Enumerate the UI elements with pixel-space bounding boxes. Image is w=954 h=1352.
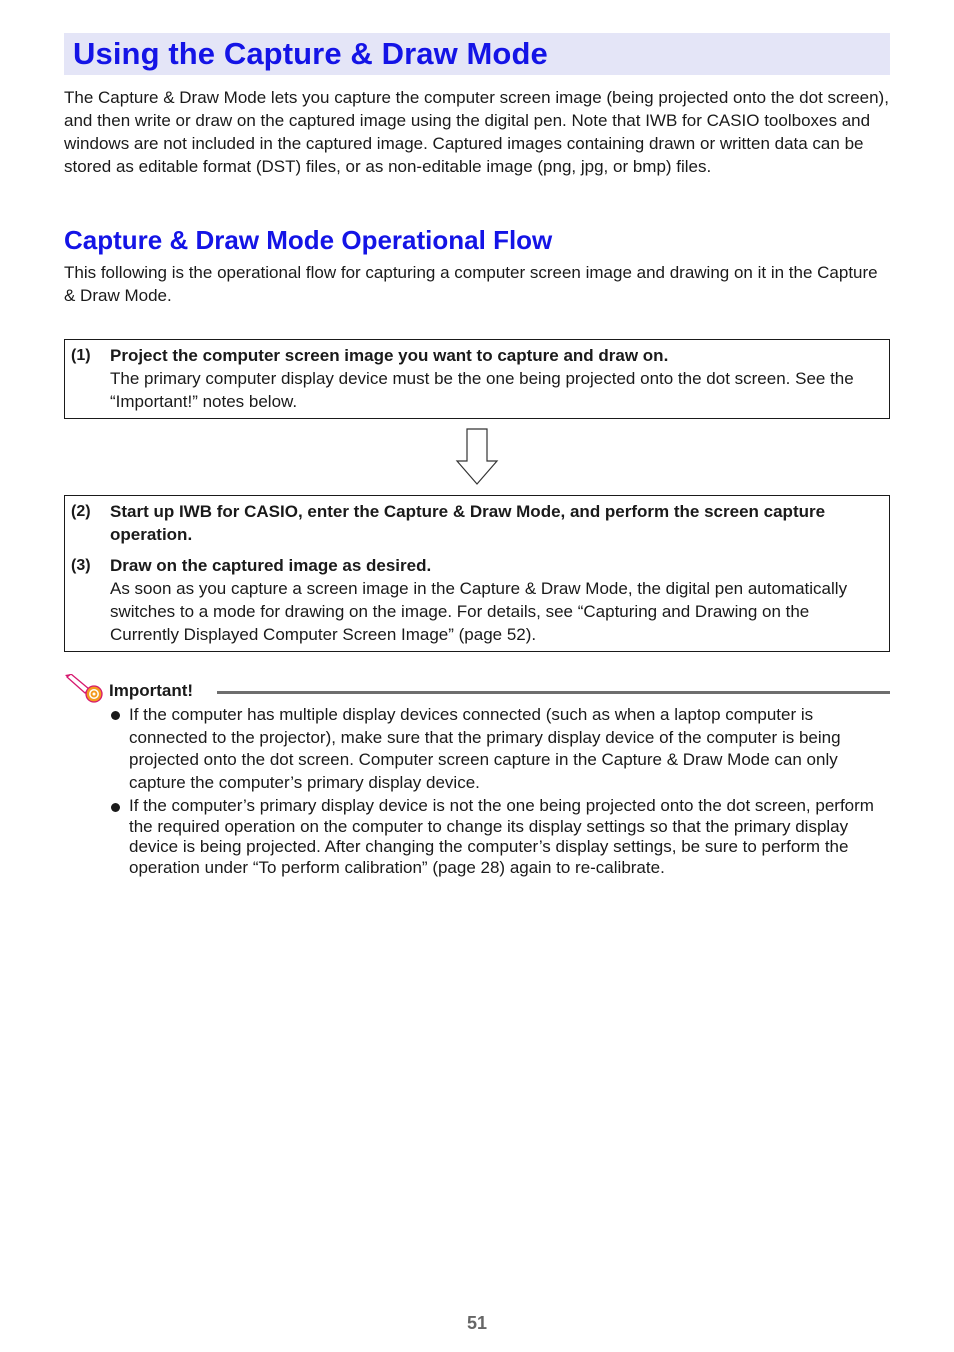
page-content: [64, 33, 890, 878]
list-item: [110, 704, 890, 794]
step-description: As soon as you capture a screen image in the Capture & Draw Mode, the digital pen automatically switches to a mode for drawing on the image. For details, see “Capturing and Drawing on the Currently Displayed Computer Screen Image” (page 52).: [110, 579, 848, 644]
down-arrow-icon: [455, 428, 499, 486]
important-header: [64, 674, 890, 704]
important-divider: [217, 691, 890, 694]
bullet-icon: [111, 711, 120, 720]
step-number: (3): [71, 557, 91, 574]
bullet-text: If the computer’s primary display device is not the one being projected onto the dot screen, perform the required operation on the computer to change its display settings so that the primary display device is being projected. After changing the computer’s display settings, be sure to perform the operation under “To perform calibration” (page 28) again to re-calibrate.: [129, 796, 874, 877]
flow-arrow: [64, 419, 890, 495]
step-3: [71, 554, 879, 646]
step-1: [71, 344, 879, 413]
list-item: [110, 796, 890, 878]
step-number: (2): [71, 503, 91, 520]
page-title: Using the Capture & Draw Mode: [73, 36, 548, 71]
step-title: Start up IWB for CASIO, enter the Capture & Draw Mode, and perform the screen capture operation.: [110, 502, 826, 544]
step-title: Draw on the captured image as desired.: [110, 556, 432, 575]
important-label: Important!: [109, 681, 194, 700]
step-number: (1): [71, 347, 91, 364]
title-band: [64, 33, 890, 75]
step-box-2: [64, 495, 890, 652]
page-number: 51: [466, 1313, 488, 1333]
bullet-text: If the computer has multiple display devices connected (such as when a laptop computer is connected to the projector), make sure that the primary display device of the computer is being projected onto the dot screen. Computer screen capture in the Capture & Draw Mode can only capture the computer’s primary display device.: [129, 705, 841, 792]
step-description: The primary computer display device must be the one being projected onto the dot screen. See the “Important!” notes below.: [110, 369, 854, 411]
step-box-1: [64, 339, 890, 419]
intro-paragraph: The Capture & Draw Mode lets you capture the computer screen image (being projected onto the dot screen), and then write or draw on the captured image using the digital pen. Note that IWB for CASIO toolboxes and windows are not included in the captured image. Captured images containing drawn or written data can be stored as editable format (DST) files, or as non-editable image (png, jpg, or bmp) files.: [64, 88, 889, 176]
step-title: Project the computer screen image you want to capture and draw on.: [110, 346, 669, 365]
section-heading: Capture & Draw Mode Operational Flow: [64, 225, 553, 255]
section-description: This following is the operational flow for capturing a computer screen image and drawing on it in the Capture & Draw Mode.: [64, 263, 878, 305]
bullet-icon: [111, 803, 120, 812]
pencil-icon: [64, 674, 106, 704]
important-list: [64, 704, 890, 878]
step-2: [71, 500, 879, 546]
